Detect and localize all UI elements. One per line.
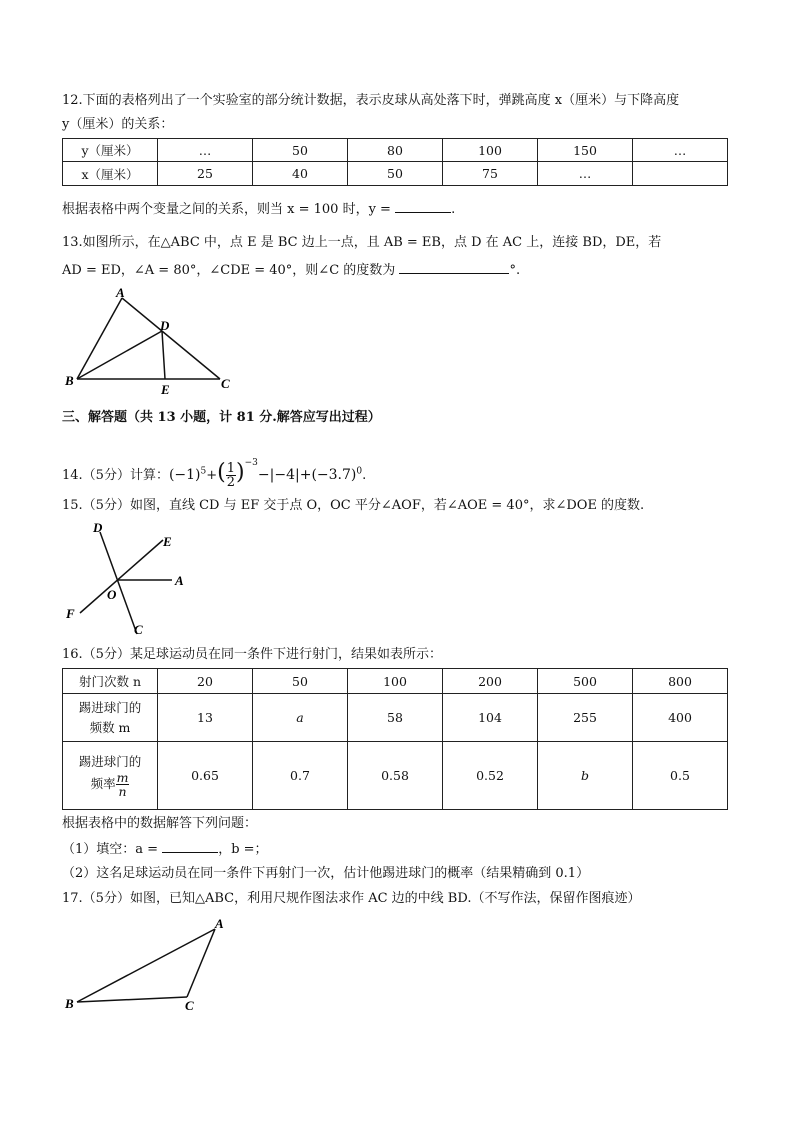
- q14-prefix: 14.（5分）计算：: [62, 468, 169, 483]
- q14-line: 14.（5分）计算：$(-1)^5+$( $\frac{1}{2}$ )$^{-3}-|-4|+(-3.7)^0$.: [62, 458, 367, 490]
- q16-sub1-post: ，b =；: [218, 842, 268, 857]
- q16-header-cell: 800: [633, 669, 728, 694]
- q13-label-d: D: [160, 318, 170, 333]
- q15-label-o: O: [107, 587, 117, 602]
- q14-plus: +: [206, 468, 218, 483]
- q16-cell: 0.5: [633, 742, 728, 810]
- q12-cell: x（厘米）: [63, 162, 158, 186]
- q16-frac-num: m: [116, 770, 129, 785]
- line-ef: [80, 540, 163, 613]
- q16-header-cell: 50: [253, 669, 348, 694]
- q17-label-a: A: [215, 916, 224, 931]
- line-cd: [100, 532, 137, 634]
- q16-row-label: [63, 694, 158, 742]
- q15-label-c: C: [134, 622, 143, 637]
- q13-text-line2-pre: AD = ED，∠A = 80°，∠CDE = 40°，则∠C 的度数为: [62, 263, 396, 278]
- q12-answer-blank[interactable]: [395, 200, 451, 213]
- q12-cell: 100: [443, 139, 538, 162]
- q16-row3-label-1: 踢进球门的: [78, 754, 142, 769]
- q16-cell: b: [538, 742, 633, 810]
- q14-fraction: [226, 462, 236, 489]
- q16-cell: a: [253, 694, 348, 742]
- q16-row-label: [63, 742, 158, 810]
- q12-cell: 150: [538, 139, 633, 162]
- q17-label-c: C: [185, 998, 194, 1013]
- q16-header-cell: 20: [158, 669, 253, 694]
- q14-exp-a: 5: [200, 466, 207, 477]
- q12-cell: …: [633, 139, 728, 162]
- q13-label-b: B: [65, 373, 74, 388]
- q14-expr-c: −|−4|+(−3.7): [257, 467, 357, 483]
- q15-text: 15.（5分）如图，直线 CD 与 EF 交于点 O，OC 平分∠AOF，若∠AOE = 40°，求∠DOE 的度数.: [62, 498, 645, 513]
- q12-cell: 50: [253, 139, 348, 162]
- q13-triangle-figure: [60, 282, 240, 397]
- q16-cell: 13: [158, 694, 253, 742]
- q13-label-a: A: [116, 285, 125, 300]
- q17-text: 17.（5分）如图，已知△ABC，利用尺规作图法求作 AC 边的中线 BD.（不写作法，保留作图痕迹）: [62, 891, 641, 906]
- q16-frac-mn: [116, 771, 130, 798]
- q16-cell: 255: [538, 694, 633, 742]
- q16-table: [62, 668, 728, 810]
- q16-intro: 16.（5分）某足球运动员在同一条件下进行射门，结果如表所示：: [62, 647, 442, 662]
- q12-cell: 75: [443, 162, 538, 186]
- q12-table: [62, 138, 728, 186]
- q16-cell: 0.7: [253, 742, 348, 810]
- q13-text-line2-post: °.: [509, 263, 521, 278]
- q14-expr-a: (−1): [168, 467, 201, 483]
- q12-cell: …: [538, 162, 633, 186]
- q14-exp-c: 0: [356, 466, 363, 477]
- q17-triangle-figure: [60, 913, 240, 1018]
- q16-a-blank[interactable]: [162, 840, 218, 853]
- q16-sub1: [62, 840, 268, 859]
- segment-ab: [77, 929, 215, 1002]
- q16-frac-den: n: [118, 784, 127, 799]
- q12-cell: 40: [253, 162, 348, 186]
- q16-sub1-pre: （1）填空：a =: [62, 842, 159, 857]
- q16-cell: 400: [633, 694, 728, 742]
- q16-cell: 104: [443, 694, 538, 742]
- q17-label-b: B: [65, 996, 74, 1011]
- q12-cell: 80: [348, 139, 443, 162]
- q12-question-text: 根据表格中两个变量之间的关系，则当 x = 100 时，y =: [62, 202, 391, 217]
- q12-cell: [633, 162, 728, 186]
- q16-row2-label-1: 踢进球门的: [78, 699, 142, 715]
- q16-cell: 58: [348, 694, 443, 742]
- q13-label-e: E: [161, 382, 170, 397]
- q12-question: [62, 200, 455, 219]
- q16-prompt: 根据表格中的数据解答下列问题：: [62, 816, 258, 831]
- segment-ac: [187, 929, 215, 997]
- q15-lines-figure: [60, 518, 190, 638]
- q14-end: .: [362, 468, 367, 483]
- q15-label-d: D: [93, 520, 103, 535]
- q12-question-end: .: [451, 202, 456, 217]
- q16-cell: 0.52: [443, 742, 538, 810]
- q16-row3-label-2: 频率: [90, 776, 116, 791]
- q16-header-cell: 200: [443, 669, 538, 694]
- q14-exp-b: −3: [244, 458, 258, 468]
- q16-cell: 0.65: [158, 742, 253, 810]
- q15-label-e: E: [163, 534, 172, 549]
- q14-frac-num: 1: [226, 461, 236, 476]
- q16-header-cell: 100: [348, 669, 443, 694]
- q15-label-f: F: [66, 606, 75, 621]
- q12-cell: y（厘米）: [63, 139, 158, 162]
- section-3-heading: 三、解答题（共 13 小题，计 81 分.解答应写出过程）: [62, 410, 381, 425]
- segment-bc: [77, 997, 187, 1002]
- q16-cell: 0.58: [348, 742, 443, 810]
- q13-answer-blank[interactable]: [399, 261, 509, 274]
- q16-sub2: （2）这名足球运动员在同一条件下再射门一次，估计他踢进球门的概率（结果精确到 0.1）: [62, 866, 590, 881]
- segment-ac: [122, 298, 220, 379]
- q12-cell: 50: [348, 162, 443, 186]
- q12-text-line1: 12.下面的表格列出了一个实验室的部分统计数据，表示皮球从高处落下时，弹跳高度 x（厘米）与下降高度: [62, 93, 680, 108]
- q16-header-cell: 500: [538, 669, 633, 694]
- q12-cell: …: [158, 139, 253, 162]
- q12-cell: 25: [158, 162, 253, 186]
- q13-text-line1: 13.如图所示，在△ABC 中，点 E 是 BC 边上一点，且 AB = EB，点 D 在 AC 上，连接 BD，DE，若: [62, 235, 662, 250]
- q12-text-line2: y（厘米）的关系：: [62, 117, 174, 132]
- q16-header-cell: 射门次数 n: [63, 669, 158, 694]
- q13-text-line2: [62, 261, 520, 280]
- q13-label-c: C: [221, 376, 230, 391]
- q16-row2-label-2: 频数 m: [89, 719, 131, 735]
- segment-de: [162, 331, 165, 379]
- q15-label-a: A: [175, 573, 184, 588]
- q14-frac-den: 2: [226, 475, 236, 490]
